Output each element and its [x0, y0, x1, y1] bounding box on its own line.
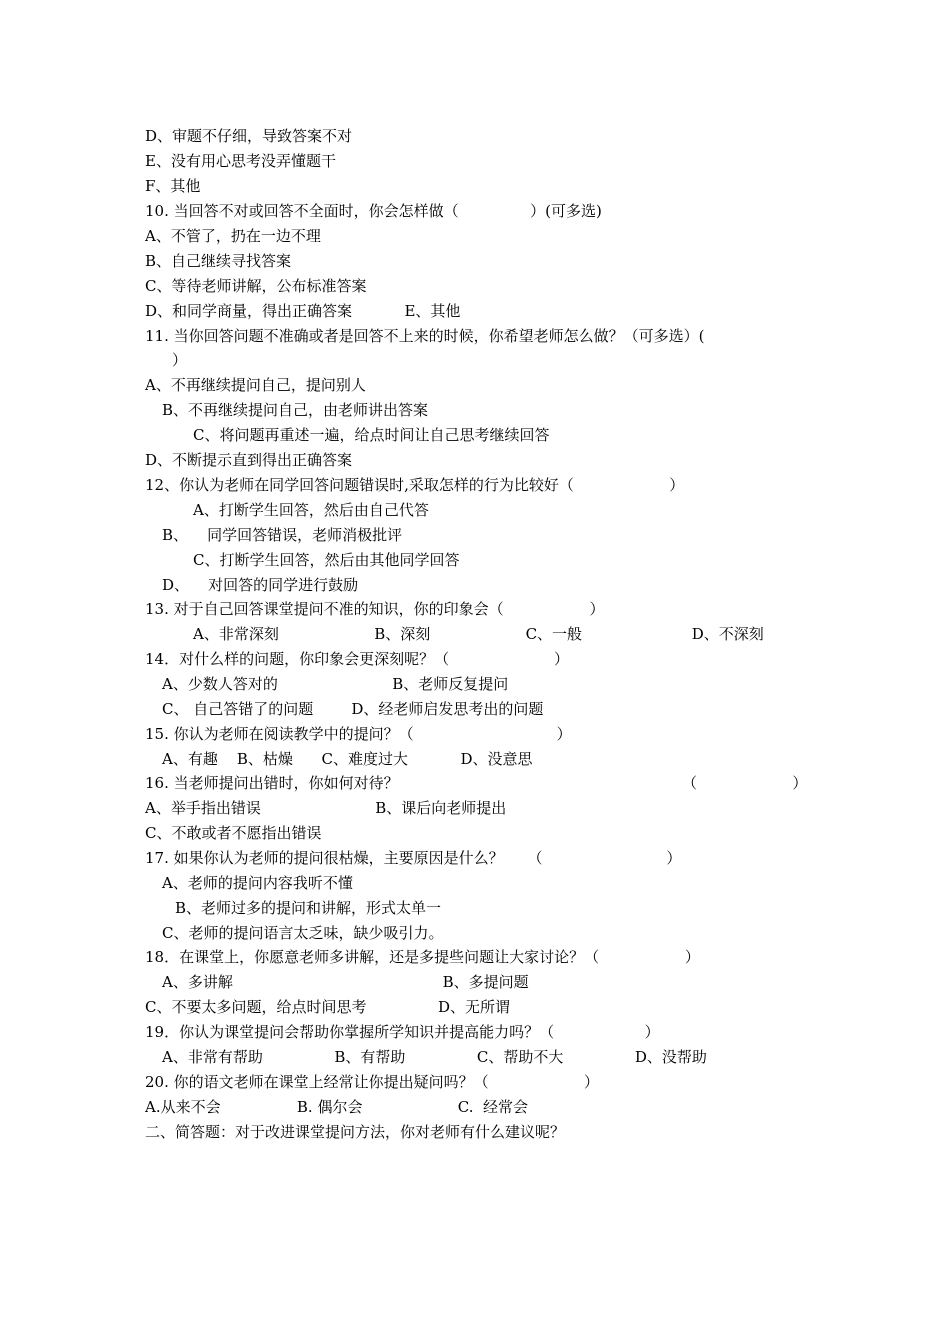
option-line: B、 同学回答错误，老师消极批评: [162, 526, 403, 544]
question-line: 12、你认为老师在同学回答问题错误时,采取怎样的行为比较好（ ）: [145, 476, 685, 494]
option-line: A、举手指出错误 B、课后向老师提出: [145, 799, 507, 817]
option-line: C、打断学生回答，然后由其他同学回答: [193, 551, 460, 569]
question-line: 16. 当老师提问出错时，你如何对待？: [145, 774, 399, 792]
option-line: C、 自己答错了的问题 D、经老师启发思考出的问题: [162, 700, 544, 718]
option-line: B、自己继续寻找答案: [145, 252, 292, 270]
option-line: C、老师的提问语言太乏味，缺少吸引力。: [162, 924, 444, 942]
question-line: 14．对什么样的问题，你印象会更深刻呢？（ ）: [145, 650, 569, 668]
option-line: A、多讲解 B、多提问题: [162, 973, 529, 991]
option-line: B、不再继续提问自己，由老师讲出答案: [162, 401, 429, 419]
answer-blank: （ ）: [682, 774, 808, 792]
question-line: 17. 如果你认为老师的提问很枯燥，主要原因是什么？ （ ）: [145, 849, 682, 867]
option-line: A、不再继续提问自己，提问别人: [145, 376, 366, 394]
question-line: 20. 你的语文老师在课堂上经常让你提出疑问吗？（ ）: [145, 1073, 599, 1091]
option-line: F、其他: [145, 177, 201, 195]
option-line: C、将问题再重述一遍，给点时间让自己思考继续回答: [193, 426, 550, 444]
option-line: A、少数人答对的 B、老师反复提问: [162, 675, 509, 693]
question-line: 15. 你认为老师在阅读教学中的提问？（ ）: [145, 725, 572, 743]
question-line: 10. 当回答不对或回答不全面时，你会怎样做（ ）(可多选): [145, 202, 602, 220]
section-heading: 二、简答题：对于改进课堂提问方法，你对老师有什么建议呢？: [145, 1123, 566, 1141]
question-line: 19．你认为课堂提问会帮助你掌握所学知识并提高能力吗？（ ）: [145, 1023, 660, 1041]
option-line: C、等待老师讲解，公布标准答案: [145, 277, 367, 295]
option-line: D、审题不仔细，导致答案不对: [145, 127, 353, 145]
option-line: A、打断学生回答，然后由自己代答: [193, 501, 429, 519]
question-line: 11. 当你回答问题不准确或者是回答不上来的时候，你希望老师怎么做？（可多选）(: [145, 327, 705, 345]
option-line: C、不敢或者不愿指出错误: [145, 824, 322, 842]
option-line: A.从来不会 B. 偶尔会 C. 经常会: [145, 1098, 529, 1116]
option-line: D、不断提示直到得出正确答案: [145, 451, 353, 469]
option-line: A、非常深刻 B、深刻 C、一般 D、不深刻: [193, 625, 764, 643]
option-line: A、非常有帮助 B、有帮助 C、帮助不大 D、没帮助: [162, 1048, 707, 1066]
question-line: 18．在课堂上，你愿意老师多讲解，还是多提些问题让大家讨论？（ ）: [145, 948, 700, 966]
question-line-continued: ）: [172, 351, 188, 369]
option-line: C、不要太多问题，给点时间思考 D、无所谓: [145, 998, 511, 1016]
option-line: A、老师的提问内容我听不懂: [162, 874, 353, 892]
option-line: D、和同学商量，得出正确答案 E、其他: [145, 302, 461, 320]
option-line: B、老师过多的提问和讲解，形式太单一: [175, 899, 442, 917]
option-line: A、不管了，扔在一边不理: [145, 227, 321, 245]
option-line: D、 对回答的同学进行鼓励: [162, 576, 359, 594]
option-line: A、有趣 B、枯燥 C、难度过大 D、没意思: [162, 750, 533, 768]
question-line: 13. 对于自己回答课堂提问不准的知识，你的印象会（ ）: [145, 600, 605, 618]
option-line: E、没有用心思考没弄懂题干: [145, 152, 336, 170]
